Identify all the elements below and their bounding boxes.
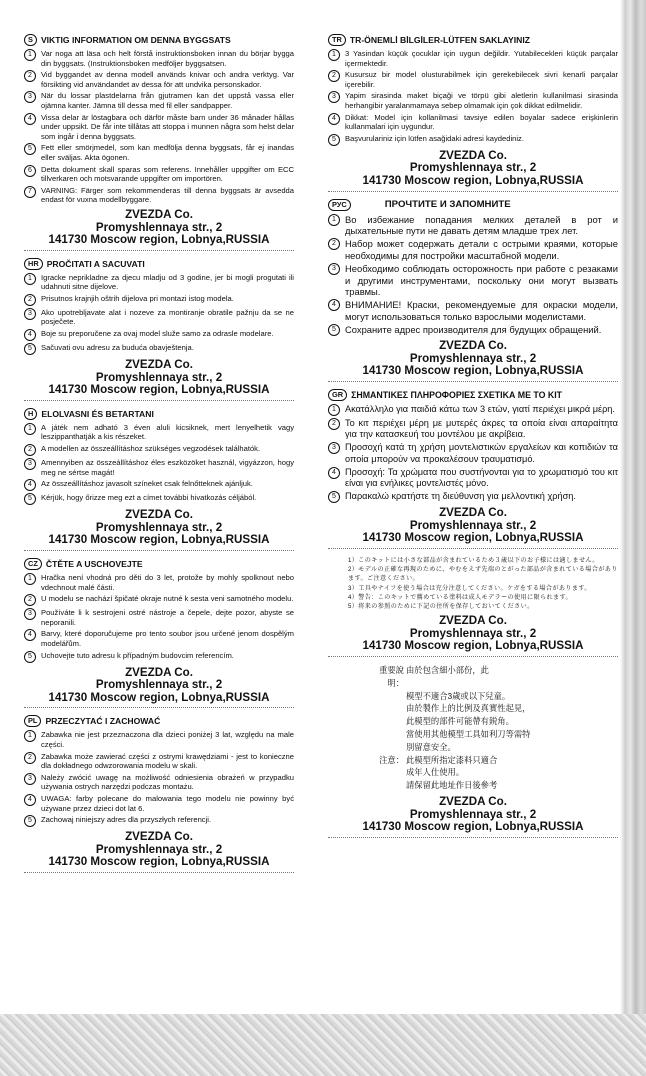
divider [24, 550, 294, 551]
section-header [24, 258, 294, 270]
manufacturer-address: ZVEZDA Co. Promyshlennaya str., 2 141730 Moscow region, Lobnya,RUSSIA [362, 506, 584, 545]
right-column [328, 34, 618, 845]
left-column [24, 34, 294, 880]
list-item: 5 Uchovejte tuto adresu k případným budovcim referencím. [24, 651, 294, 663]
manufacturer-address: ZVEZDA Co. Promyshlennaya str., 2 141730 Moscow region, Lobnya,RUSSIA [362, 339, 584, 378]
divider [24, 400, 294, 401]
list-item: 2 U modelu se nachází špičaté okraje nutné k sesta veni samotného modelu. [24, 594, 294, 606]
list-item: 4 Barvy, které doporučujeme pro tento soubor jsou určené jenom dospělým modelářům. [24, 629, 294, 648]
list-item: 1 3 Yasindan küçük çocuklar için uygun değildir. Yutabilecekleri küçük parçalar içermektedir. [328, 49, 618, 68]
list-item: 4 Az összeállításhoz javasolt színeket csak felnőtteknek ajánljuk. [24, 479, 294, 491]
list-item: 3 Προσοχή κατά τη χρήση μοντελιστικών εργαλείων και κοπιδιών τα οποία μπορούν να προκαλέσουν τραυματισμό. [328, 442, 618, 464]
list-item: 1 Hračka není vhodná pro děti do 3 let, protože by mohly spolknout nebo vdechnout malé části. [24, 573, 294, 592]
divider [328, 656, 618, 657]
list-item: 5 Fett eller smörjmedel, som kan medfölja denna byggsats, får ej inandas eller sväljas. Akta ögonen. [24, 143, 294, 162]
section-title: ČTĚTE A USCHOVEJTE [45, 559, 143, 569]
list-item: 4 Vissa delar är löstagbara och därför måste barn under 36 månader hållas under uppsikt. De får inte tillåtas att stoppa i munnen några som helst delar som ingår i denna byggsats. [24, 113, 294, 142]
list-item: 2 Набор может содержать детали с острыми краями, которые необходимы для постройки масштабной модели. [328, 238, 618, 261]
list-item: 2 Prisutnos krajnjih oštrih dijelova pri montazi istog modela. [24, 294, 294, 306]
list-item: 2 Zabawka może zawierać części z ostrymi krawędziami - jest to konieczne dla dokładnego odwzorowania modelu w skali. [24, 752, 294, 771]
list-item: 4 Προσοχή: Τα χρώματα που συστήνονται για το χρωματισμό του κιτ είναι για ενήλικες μοντελιστές μόνο. [328, 467, 618, 489]
section-croatian [24, 258, 294, 401]
list-item: 5 Zachowaj niniejszy adres dla przyszłych referencji. [24, 815, 294, 827]
list-item: 3 Необходимо соблюдать осторожность при работе с резаками и другими инструментами, поскольку они могут вызвать травмы. [328, 263, 618, 297]
divider [328, 381, 618, 382]
list-item: 2 Το κιτ περιέχει μέρη με μυτερές άκρες τα οποία είναι απαραίτητα για την κατασκευή του μοντέλου με ακρίβεια. [328, 418, 618, 440]
language-badge: TR [328, 34, 346, 46]
list-item: 5 Παρακαλώ κρατήστε τη διεύθυνση για μελλοντική χρήση. [328, 491, 618, 503]
section-header [24, 34, 294, 46]
divider [24, 707, 294, 708]
list-item: 3 Amennyiben az összeállításhoz éles eszközöket használ, vigyázzon, hogy meg ne sértse magát! [24, 458, 294, 477]
list-item: 6 Detta dokument skall sparas som referens. Innehåller uppgifter om ECC tillverkaren och motsvarande uppgifter om importören. [24, 165, 294, 184]
section-hungarian [24, 408, 294, 551]
japanese-notes: 1）このキットには小さな部品が含まれているため３歳以下のお子様には適しません。 2）モデルの正確な再現のために、やむをえず先端のとがった部品が含まれている場合があります。ご注意ください。 3）工具やナイフを使う場合は充分注意してください。ケガをする場合があります。 4）警告：このキットで薦めている塗料は成人モデラーの使用に限られます。 5）将来の参照のために下記の住所を保存しておいてください。 [348, 556, 618, 610]
list-item: 3 Používáte li k sestrojeni ostré nástroje a čepele, dejte pozor, abyste se neporanili. [24, 608, 294, 627]
section-header [328, 34, 618, 46]
section-title: ΣΗΜΑΝΤΙΚΕΣ ΠΛΗΡΟΦΟΡΙΕΣ ΣΧΕΤΙΚΑ ΜΕ ΤΟ ΚΙΤ [351, 389, 563, 400]
section-turkish [328, 34, 618, 192]
manufacturer-address: ZVEZDA Co. Promyshlennaya str., 2 141730 Moscow region, Lobnya,RUSSIA [362, 794, 584, 834]
section-title: PROČITATI A SACUVATI [46, 258, 145, 269]
manufacturer-address: ZVEZDA Co. Promyshlennaya str., 2 141730 Moscow region, Lobnya,RUSSIA [48, 358, 270, 397]
section-header [328, 389, 618, 401]
divider [328, 191, 618, 192]
list-item: 4 UWAGA: farby polecane do malowania tego modelu nie powinny być używane przez dzieci dot lat 6. [24, 794, 294, 813]
list-item: 3 Należy zwócić uwagę na możliwość odniesienia obrażeń w przypadku używania ostrych narzędzi podczas montażu. [24, 773, 294, 792]
manufacturer-address: ZVEZDA Co. Promyshlennaya str., 2 141730 Moscow region, Lobnya,RUSSIA [48, 508, 270, 547]
section-russian [328, 199, 618, 382]
section-swedish [24, 34, 294, 251]
list-item: 7 VARNING: Färger som rekommenderas till denna byggsats är avsedda endast för vuxna modellbyggare. [24, 186, 294, 205]
list-item: 1 Во избежание попадания мелких деталей в рот и дыхательные пути не давать детям младше трех лет. [328, 214, 618, 237]
language-badge: CZ [24, 558, 42, 570]
divider [328, 548, 618, 549]
list-item: 3 Yapim sirasinda maket biçaği ve törpü gibi aletlerin kullanilmasi sirasinda herhangibir yaralanmamaya sebep olmamak için çok dikkat edilmelidir. [328, 91, 618, 110]
scan-edge-right [620, 0, 646, 1076]
list-item: 1 Igracke neprikladne za djecu mladju od 3 godine, jer bi mogli progutati ili udahnuti sitne dijelove. [24, 273, 294, 292]
list-item: 2 Kusursuz bir model olusturabilmek için gerekebilecek sivri kenarli parçalar içerebilir. [328, 70, 618, 89]
section-title: VIKTIG INFORMATION OM DENNA BYGGSATS [40, 35, 231, 45]
section-chinese [328, 664, 618, 838]
divider [24, 872, 294, 873]
warning-list [24, 49, 294, 205]
language-badge: HR [24, 258, 43, 270]
section-czech [24, 558, 294, 708]
section-header [24, 715, 294, 727]
list-item: 4 ВНИМАНИЕ! Краски, рекомендуемые для окраски модели, могут использоваться только взрослыми моделистами. [328, 299, 618, 322]
list-item: 1 Ακατάλληλο για παιδιά κάτω των 3 ετών, γιατί περιέχει μικρά μέρη. [328, 404, 618, 416]
section-header [328, 199, 618, 211]
warning-list [328, 404, 618, 503]
list-item: 1 A játék nem adható 3 éven aluli kicsiknek, mert lenyelhetik vagy leszippanthatják a kis részeket. [24, 423, 294, 442]
section-title: PRZECZYTAĆ I ZACHOWAĆ [45, 716, 161, 727]
list-item: 5 Sačuvati ovu adresu za buduća obavještenja. [24, 343, 294, 355]
list-item: 1 Var noga att läsa och helt förstå instruktionsboken innan du börjar bygga din byggsats. (Instruktionsboken medföljer byggsatsen. [24, 49, 294, 68]
manufacturer-address: ZVEZDA Co. Promyshlennaya str., 2 141730 Moscow region, Lobnya,RUSSIA [48, 665, 270, 704]
language-badge: РУС [328, 199, 351, 211]
section-header [24, 408, 294, 420]
language-badge: GR [328, 389, 347, 401]
warning-list [24, 573, 294, 663]
list-item: 3 När du lossar plastdelarna från gjutramen kan det uppstå vassa eller ojämna kanter. Jämna till dessa med fil eller sandpapper. [24, 91, 294, 110]
warning-list [328, 214, 618, 337]
section-title: ПРОЧТИТЕ И ЗАПОМНИТЕ [384, 199, 511, 211]
section-polish [24, 715, 294, 873]
section-japanese [328, 556, 618, 657]
list-item: 3 Ako upotrebljavate alat i nozeve za montiranje obratile pažnju da se ne posječete. [24, 308, 294, 327]
manufacturer-address: ZVEZDA Co. Promyshlennaya str., 2 141730 Moscow region, Lobnya,RUSSIA [362, 614, 584, 653]
section-title: ELOLVASNI ÉS BETARTANI [41, 408, 154, 419]
language-badge: S [24, 34, 37, 46]
chinese-notes: 重要說明： 由於包含細小部份，此 模型不適合3歲或以下兒童。 由於製作上的比例及真實性起見， 此模型的部件可能帶有鋭角。 當使用其他模型工具如利刀等需特 別留意安全。 注意： 此模型所指定漆料只適合 成年人仕使用。 請保留此地址作日後參考 [379, 664, 531, 791]
section-title: TR-ÖNEMLİ BİLGİLER-LÜTFEN SAKLAYINIZ [349, 35, 531, 45]
section-greek [328, 389, 618, 549]
manufacturer-address: ZVEZDA Co. Promyshlennaya str., 2 141730 Moscow region, Lobnya,RUSSIA [48, 207, 270, 247]
warning-list [328, 49, 618, 146]
list-item: 1 Zabawka nie jest przeznaczona dla dzieci poniżej 3 lat, względu na male części. [24, 730, 294, 749]
list-item: 2 Vid byggandet av denna modell används knivar och andra verktyg. Var försikting vid användandet av dessa för att undvika personskador. [24, 70, 294, 89]
section-header [24, 558, 294, 570]
list-item: 2 A modellen az összeállításhoz szükséges vegzodések találhatók. [24, 444, 294, 456]
list-item: 5 Kérjük, hogy őrizze meg ezt a címet további hivatkozás céljából. [24, 493, 294, 505]
list-item: 4 Boje su preporučene za ovaj model služe samo za odrasle modelare. [24, 329, 294, 341]
scan-edge-bottom [0, 1014, 646, 1076]
list-item: 5 Сохраните адрес производителя для будущих обращений. [328, 324, 618, 336]
warning-list [24, 273, 294, 355]
manufacturer-address: ZVEZDA Co. Promyshlennaya str., 2 141730 Moscow region, Lobnya,RUSSIA [362, 148, 584, 187]
divider [24, 250, 294, 251]
warning-list [24, 423, 294, 505]
language-badge: H [24, 408, 37, 420]
divider [328, 837, 618, 838]
manufacturer-address: ZVEZDA Co. Promyshlennaya str., 2 141730 Moscow region, Lobnya,RUSSIA [48, 830, 270, 869]
list-item: 4 Dikkat: Model için kollanilmasi tavsiye edilen boyalar sadece erişkinlerin kullanmalari için uygundur. [328, 113, 618, 132]
list-item: 5 Başvurulariniz için lütfen asağidaki adresi kaydediniz. [328, 134, 618, 146]
language-badge: PL [24, 715, 41, 727]
warning-list [24, 730, 294, 827]
